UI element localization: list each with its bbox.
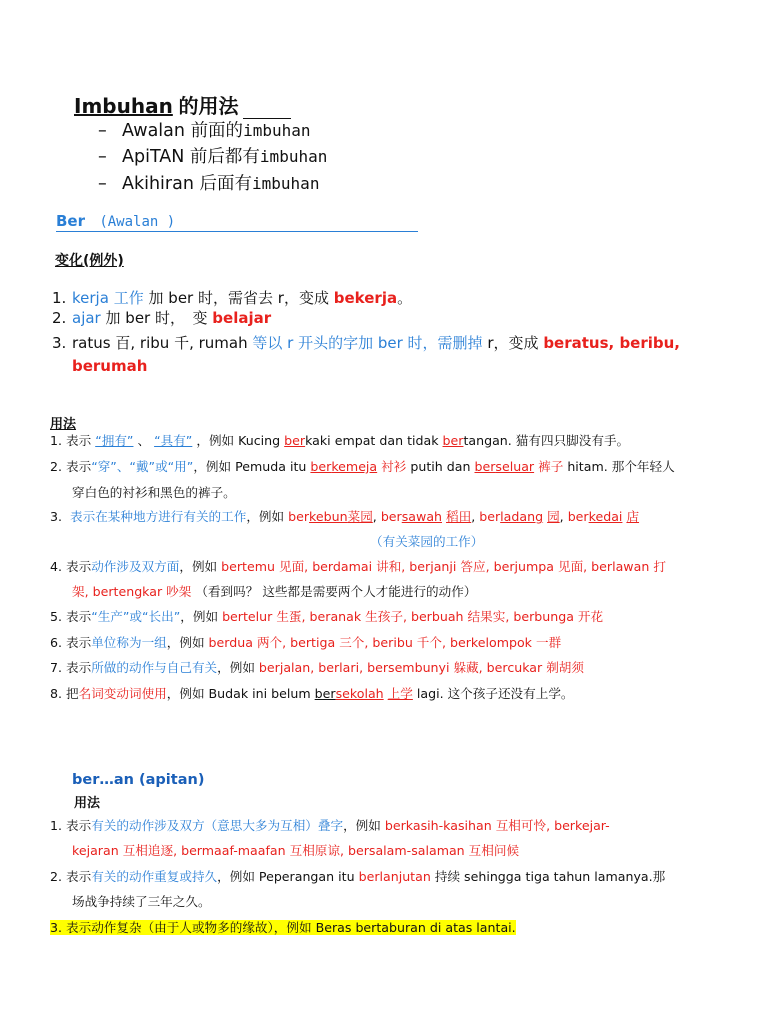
apitan-item-1-cont: kejaran 互相追逐, bermaaf-maafan 互相原谅, bersalam-salaman 互相问候 — [72, 843, 520, 858]
yongfa-item-7: 7. 表示所做的动作与自己有关，例如 berjalan, berlari, bersembunyi 躲藏, bercukar 剃胡须 — [50, 660, 584, 675]
title-sub: 的用法 — [178, 94, 239, 118]
title-main: Imbuhan — [74, 94, 173, 118]
apitan-yongfa-heading: 用法 — [74, 796, 101, 811]
yongfa-item-4-cont: 架, bertengkar 吵架 （看到吗？ 这些都是需要两个人才能进行的动作） — [72, 584, 477, 599]
yongfa-item-4: 4. 表示动作涉及双方面，例如 bertemu 见面, berdamai 讲和, berjanji 答应, berjumpa 见面, berlawan 打 — [50, 559, 666, 574]
bullet-awalan: – Awalan 前面的imbuhan — [98, 121, 311, 141]
yongfa-item-5: 5. 表示“生产”或“长出”，例如 bertelur 生蛋, beranak 生孩子, berbuah 结果实, berbunga 开花 — [50, 609, 604, 624]
ber-section-heading: Ber (Awalan ) — [56, 212, 176, 230]
yongfa-item-2: 2. 表示“穿”、“戴”或“用”，例如 Pemuda itu berkemeja 衬衫 putih dan berseluar 裤子 hitam. 那个年轻人 — [50, 459, 675, 474]
yongfa-heading: 用法 — [50, 417, 77, 432]
bianhua-item-3-cont: berumah — [72, 357, 148, 375]
page-title — [74, 90, 291, 119]
apitan-item-3: 3. 表示动作复杂（由于人或物多的缘故），例如 Beras bertaburan di atas lantai. — [50, 920, 516, 935]
bianhua-item-1: 1. kerja 工作 加 ber 时，需省去 r，变成 bekerja。 — [52, 289, 413, 307]
apitan-item-1: 1. 表示有关的动作涉及双方（意思大多为互相）叠字，例如 berkasih-kasihan 互相可怜, berkejar- — [50, 818, 610, 833]
bianhua-item-2: 2. ajar 加 ber 时， 变 belajar — [52, 309, 272, 327]
bullet-apitan: – ApiTAN 前后都有imbuhan — [98, 147, 328, 167]
yongfa-item-3-cont: （有关菜园的工作） — [370, 534, 484, 549]
yongfa-item-3: 3. 表示在某种地方进行有关的工作，例如 berkebun菜园, bersawah 稻田, berladang 园, berkedai 店 — [50, 509, 640, 524]
yongfa-item-6: 6. 表示单位称为一组，例如 berdua 两个, bertiga 三个, beribu 千个, berkelompok 一群 — [50, 635, 562, 650]
apitan-item-2: 2. 表示有关的动作重复或持久，例如 Peperangan itu berlanjutan 持续 sehingga tiga tahun lamanya.那 — [50, 869, 666, 884]
apitan-item-2-cont: 场战争持续了三年之久。 — [72, 894, 211, 909]
bianhua-heading: 变化(例外) — [55, 253, 124, 269]
apitan-heading: ber…an (apitan) — [72, 772, 205, 788]
bianhua-item-3: 3. ratus 百, ribu 千, rumah 等以 r 开头的字加 ber 时，需删掉 r，变成 beratus, beribu, — [52, 334, 681, 352]
yongfa-item-2-cont: 穿白色的衬衫和黑色的裤子。 — [72, 485, 236, 500]
ber-heading-rule — [56, 231, 418, 232]
bullet-akhiran: – Akihiran 后面有imbuhan — [98, 174, 320, 194]
yongfa-item-1: 1. 表示 “拥有” 、 “具有” ，例如 Kucing berkaki empat dan tidak bertangan. 猫有四只脚没有手。 — [50, 433, 630, 448]
yongfa-item-8: 8. 把名词变动词使用，例如 Budak ini belum bersekolah 上学 lagi. 这个孩子还没有上学。 — [50, 686, 574, 701]
